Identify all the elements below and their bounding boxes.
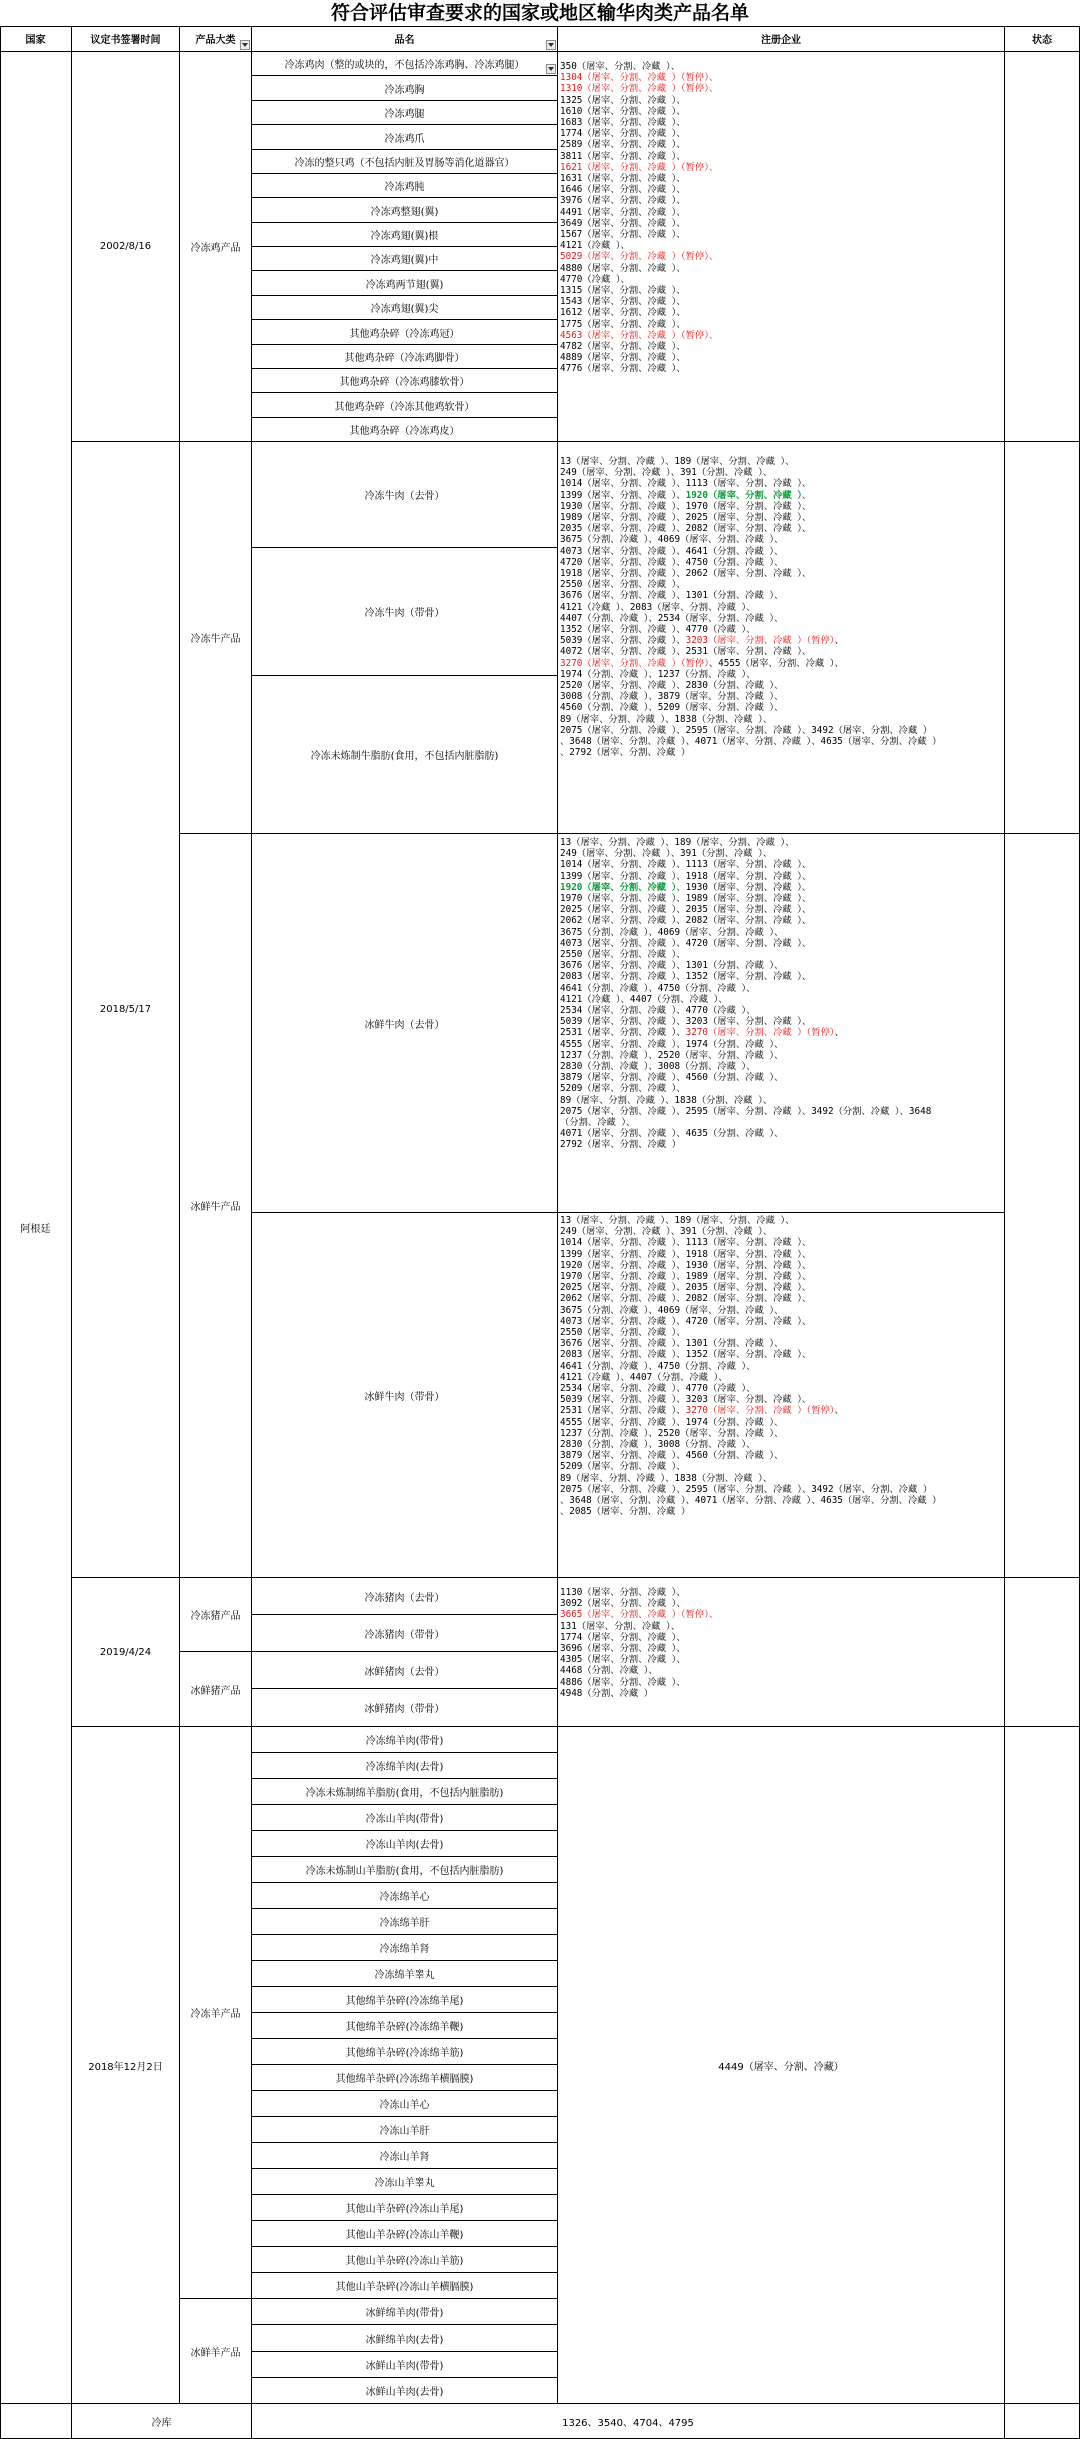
enterprise-entry: 1989（屠宰、分割、冷藏 ）、2025（屠宰、分割、冷藏 ）、 [560, 512, 812, 524]
enterprise-entry: 3092（屠宰、分割、冷藏 ）、 [560, 1598, 686, 1610]
protocol-date-cell: 2019/4/24 [72, 1578, 180, 1727]
product-cell: 冰鲜绵羊肉(去骨) [252, 2325, 558, 2352]
enterprise-entry: 4641（分割、冷藏 ）、4750（分割、冷藏 ）、 [560, 982, 756, 994]
enterprise-entry: 4121（冷藏 ）、4407（分割、冷藏 ）、 [560, 993, 728, 1005]
enterprise-entry: 2531（屠宰、分割、冷藏 ）、 [560, 1405, 686, 1417]
enterprise-entry: 3665（屠宰、分割、冷藏 ）（暂停）、 [560, 1609, 719, 1621]
category-cell: 冷冻羊产品 [180, 1727, 252, 2299]
cold-store-value: 1326、3540、4704、4795 [252, 2404, 1005, 2439]
product-cell: 其他鸡杂碎（冷冻鸡膝软骨） [252, 369, 558, 393]
product-cell: 冷冻的整只鸡（不包括内脏及胃肠等消化道器官） [252, 150, 558, 174]
enterprise-list-chilled-beef-bone [558, 1215, 1005, 1578]
country-cell: 阿根廷 [0, 52, 72, 2404]
enterprise-entry: 2830（分割、冷藏 ）、3008（分割、冷藏 ）、 [560, 1061, 756, 1073]
product-cell: 其他鸡杂碎（冷冻鸡皮） [252, 418, 558, 442]
enterprise-entry: 3879（屠宰、分割、冷藏 ）、4560（分割、冷藏 ）、 [560, 1450, 784, 1462]
enterprise-entry: 3675（分割、冷藏 ）、4069（屠宰、分割、冷藏 ）、 [560, 1304, 784, 1316]
category-cell: 冷冻鸡产品 [180, 52, 252, 442]
enterprise-entry: 3879（屠宰、分割、冷藏 ）、4560（分割、冷藏 ）、 [560, 1072, 784, 1084]
enterprise-entry: 1325（屠宰、分割、冷藏 ）、 [560, 94, 686, 106]
enterprise-entry: 2075（屠宰、分割、冷藏 ）、2595（屠宰、分割、冷藏 ）、3492（屠宰、分割、冷藏 ） [560, 1483, 933, 1495]
enterprise-entry: 4073（屠宰、分割、冷藏 ）、4720（屠宰、分割、冷藏 ）、 [560, 937, 812, 949]
product-cell: 冷冻鸡翅(翼)根 [252, 223, 558, 247]
product-cell: 冷冻绵羊心 [252, 1883, 558, 1909]
product-cell: 其他山羊杂碎(冷冻山羊鞭) [252, 2221, 558, 2247]
enterprise-entry: 4948（分割、冷藏 ） [560, 1687, 654, 1699]
product-cell: 冷冻鸡肉（整的或块的，不包括冷冻鸡胸、冷冻鸡腿） [252, 52, 558, 76]
enterprise-entry: 1930（屠宰、分割、冷藏 ）、1970（屠宰、分割、冷藏 ）、 [560, 500, 812, 512]
enterprise-entry: 2075（屠宰、分割、冷藏 ）、2595（屠宰、分割、冷藏 ）、3492（屠宰、分割、冷藏 ） [560, 724, 933, 736]
category-cell: 冷冻牛产品 [180, 442, 252, 834]
enterprise-entry: 13（屠宰、分割、冷藏 ）、189（屠宰、分割、冷藏 ）、 [560, 456, 795, 467]
enterprise-entry: 1970（屠宰、分割、冷藏 ）、1989（屠宰、分割、冷藏 ）、 [560, 1271, 812, 1283]
enterprise-entry: 1920（屠宰、分割、冷藏 ） [560, 881, 677, 893]
product-cell: 冷冻绵羊睾丸 [252, 1961, 558, 1987]
enterprise-entry: 、 [834, 1405, 844, 1417]
enterprise-entry: 4121（冷藏 ）、 [560, 240, 630, 252]
enterprise-entry: 1920（屠宰、分割、冷藏 ） [685, 489, 802, 501]
product-cell: 冷冻鸡腿 [252, 101, 558, 125]
enterprise-entry: 4468（分割、冷藏 ）、 [560, 1665, 658, 1677]
enterprise-entry: 3696（屠宰、分割、冷藏 ）、 [560, 1643, 686, 1655]
enterprise-entry: 3976（屠宰、分割、冷藏 ）、 [560, 195, 686, 207]
enterprise-entry: 1304（屠宰、分割、冷藏 ）（暂停）、 [560, 72, 719, 84]
row-filter-button[interactable] [546, 64, 556, 74]
product-cell: 冷冻绵羊肝 [252, 1909, 558, 1935]
enterprise-entry: 3270（屠宰、分割、冷藏 ）（暂停） [560, 657, 709, 669]
product-cell: 其他鸡杂碎（冷冻鸡冠） [252, 320, 558, 345]
enterprise-entry: 4880（屠宰、分割、冷藏 ）、 [560, 262, 686, 274]
enterprise-entry: 1920（屠宰、分割、冷藏 ）、1930（屠宰、分割、冷藏 ）、 [560, 1259, 812, 1271]
enterprise-entry: 249（屠宰、分割、冷藏 ）、391（分割、冷藏 ）、 [560, 1226, 773, 1238]
enterprise-entry: 249（屠宰、分割、冷藏 ）、391（分割、冷藏 ）、 [560, 848, 773, 860]
category-cell: 冰鲜羊产品 [180, 2299, 252, 2404]
enterprise-entry: 89（屠宰、分割、冷藏 ）、1838（分割、冷藏 ）、 [560, 1472, 773, 1484]
enterprise-entry: 350（屠宰、分割、冷藏 ）、 [560, 61, 681, 72]
enterprise-entry: 4491（屠宰、分割、冷藏 ）、 [560, 206, 686, 218]
product-cell: 其他鸡杂碎（冷冻其他鸡软骨） [252, 393, 558, 418]
product-cell: 冷冻鸡翅(翼)中 [252, 247, 558, 271]
enterprise-entry: 1774（屠宰、分割、冷藏 ）、 [560, 128, 686, 140]
enterprise-entry: 1014（屠宰、分割、冷藏 ）、1113（屠宰、分割、冷藏 ）、 [560, 1237, 812, 1249]
enterprise-entry: 1646（屠宰、分割、冷藏 ）、 [560, 184, 686, 196]
enterprise-entry: 2035（屠宰、分割、冷藏 ）、2082（屠宰、分割、冷藏 ）、 [560, 523, 812, 535]
enterprise-entry: 、2085（屠宰、分割、冷藏 ） [560, 1506, 691, 1518]
enterprise-entry: 3008（分割、冷藏 ）、3879（屠宰、分割、冷藏 ）、 [560, 691, 784, 703]
enterprise-entry: 、4555（屠宰、分割、冷藏 ）、 [708, 657, 844, 669]
enterprise-entry: 4641（分割、冷藏 ）、4750（分割、冷藏 ）、 [560, 1360, 756, 1372]
enterprise-entry: 2550（屠宰、分割、冷藏 ）、 [560, 1327, 686, 1339]
product-cell: 冰鲜山羊肉(带骨) [252, 2352, 558, 2378]
product-cell: 冷冻鸡两节翅(翼) [252, 271, 558, 296]
enterprise-entry: 2083（屠宰、分割、冷藏 ）、1352（屠宰、分割、冷藏 ）、 [560, 1349, 812, 1361]
product-filter-button[interactable] [546, 40, 556, 50]
enterprise-entry: 4886（屠宰、分割、冷藏 ）、 [560, 1676, 686, 1688]
enterprise-entry: 1352（屠宰、分割、冷藏 ）、4770（冷藏 ）、 [560, 624, 756, 636]
enterprise-entry: 1775（屠宰、分割、冷藏 ）、 [560, 318, 686, 330]
product-cell: 其他山羊杂碎(冷冻山羊尾) [252, 2195, 558, 2221]
enterprise-entry: 13（屠宰、分割、冷藏 ）、189（屠宰、分割、冷藏 ）、 [560, 1215, 795, 1226]
protocol-date-cell: 2018年12月2日 [72, 1727, 180, 2404]
enterprise-entry: 13（屠宰、分割、冷藏 ）、189（屠宰、分割、冷藏 ）、 [560, 837, 795, 848]
enterprise-entry: 2083（屠宰、分割、冷藏 ）、1352（屠宰、分割、冷藏 ）、 [560, 971, 812, 983]
enterprise-entry: 、3648（屠宰、分割、冷藏 ）、4071（屠宰、分割、冷藏 ）、4635（屠宰、分割、冷藏 ） [560, 736, 942, 748]
enterprise-entry: 2062（屠宰、分割、冷藏 ）、2082（屠宰、分割、冷藏 ）、 [560, 915, 812, 927]
enterprise-entry: 5039（屠宰、分割、冷藏 ）、3203（屠宰、分割、冷藏 ）、 [560, 1016, 812, 1028]
enterprise-entry: 3270（屠宰、分割、冷藏 ）（暂停） [685, 1027, 835, 1039]
enterprise-entry: 1399（屠宰、分割、冷藏 ）、1918（屠宰、分割、冷藏 ）、 [560, 1248, 812, 1260]
enterprise-entry: 4121（冷藏 ）、2083（屠宰、分割、冷藏 ）、 [560, 601, 756, 613]
enterprise-entry: 2550（屠宰、分割、冷藏 ）、 [560, 949, 686, 961]
enterprise-entry: 2830（分割、冷藏 ）、3008（分割、冷藏 ）、 [560, 1439, 756, 1451]
enterprise-entry: 1014（屠宰、分割、冷藏 ）、1113（屠宰、分割、冷藏 ）、 [560, 478, 812, 490]
enterprise-entry: 4782（屠宰、分割、冷藏 ）、 [560, 341, 686, 353]
enterprise-entry: 2062（屠宰、分割、冷藏 ）、2082（屠宰、分割、冷藏 ）、 [560, 1293, 812, 1305]
enterprise-list-chicken [558, 61, 1005, 442]
enterprise-entry: 4073（屠宰、分割、冷藏 ）、4641（分割、冷藏 ）、 [560, 545, 784, 557]
enterprise-entry: 5039（屠宰、分割、冷藏 ）、 [560, 635, 686, 647]
enterprise-entry: 、 [801, 489, 812, 501]
product-cell: 其他绵羊杂碎(冷冻绵羊鞭) [252, 2013, 558, 2039]
enterprise-entry: 1310（屠宰、分割、冷藏 ）（暂停）、 [560, 83, 719, 95]
product-cell: 冰鲜猪肉（去骨） [252, 1652, 558, 1689]
enterprise-entry: 4071（屠宰、分割、冷藏 ）、4635（分割、冷藏 ）、 [560, 1128, 784, 1140]
page-title: 符合评估审查要求的国家或地区输华肉类产品名单 [330, 2, 749, 24]
enterprise-entry: 4072（屠宰、分割、冷藏 ）、2531（屠宰、分割、冷藏 ）、 [560, 646, 812, 658]
product-cell: 冷冻鸡整翅(翼) [252, 198, 558, 223]
product-cell: 其他山羊杂碎(冷冻山羊横膈膜) [252, 2273, 558, 2299]
enterprise-entry: 249（屠宰、分割、冷藏 ）、391（分割、冷藏 ）、 [560, 467, 773, 479]
enterprise-entry: 4305（屠宰、分割、冷藏 ）、 [560, 1654, 686, 1666]
enterprise-entry: 89（屠宰、分割、冷藏 ）、1838（分割、冷藏 ）、 [560, 1094, 773, 1106]
product-cell: 其他山羊杂碎(冷冻山羊筋) [252, 2247, 558, 2273]
enterprise-entry: 2534（屠宰、分割、冷藏 ）、4770（冷藏 ）、 [560, 1383, 756, 1395]
enterprise-entry: 2075（屠宰、分割、冷藏 ）、2595（屠宰、分割、冷藏 ）、3492（分割、冷藏 ）、3648 [560, 1105, 932, 1117]
enterprise-entry: 、2792（屠宰、分割、冷藏 ） [560, 747, 691, 759]
product-cell: 冰鲜猪肉（带骨） [252, 1689, 558, 1727]
enterprise-entry: 1918（屠宰、分割、冷藏 ）、2062（屠宰、分割、冷藏 ）、 [560, 568, 812, 580]
enterprise-entry: 3675（分割、冷藏 ）、4069（屠宰、分割、冷藏 ）、 [560, 534, 784, 546]
enterprise-list-chilled-beef-boneless [558, 837, 1005, 1213]
enterprise-entry: 1399（屠宰、分割、冷藏 ）、1918（屠宰、分割、冷藏 ）、 [560, 870, 812, 882]
enterprise-entry: 1621（屠宰、分割、冷藏 ）（暂停）、 [560, 161, 719, 173]
enterprise-cell: 4449（屠宰、分割、冷藏） [558, 1727, 1005, 2404]
enterprise-entry: 、3648（屠宰、分割、冷藏 ）、4071（屠宰、分割、冷藏 ）、4635（屠宰、分割、冷藏 ） [560, 1495, 942, 1507]
enterprise-entry: 4770（冷藏 ）、 [560, 273, 630, 285]
enterprise-entry: 2589（屠宰、分割、冷藏 ）、 [560, 139, 686, 151]
enterprise-entry: 131（屠宰、分割、冷藏 ）、 [560, 1620, 681, 1632]
header-country: 国家 [0, 26, 72, 52]
product-cell: 冷冻山羊肾 [252, 2143, 558, 2169]
enterprise-entry: 3649（屠宰、分割、冷藏 ）、 [560, 217, 686, 229]
enterprise-entry: 3676（屠宰、分割、冷藏 ）、1301（分割、冷藏 ）、 [560, 1338, 784, 1350]
enterprise-entry: 2550（屠宰、分割、冷藏 ）、 [560, 579, 686, 591]
product-cell: 冷冻绵羊肉(去骨) [252, 1753, 558, 1779]
enterprise-entry: 2025（屠宰、分割、冷藏 ）、2035（屠宰、分割、冷藏 ）、 [560, 1282, 812, 1294]
enterprise-entry: 1970（屠宰、分割、冷藏 ）、1989（屠宰、分割、冷藏 ）、 [560, 893, 812, 905]
enterprise-entry: 4563（屠宰、分割、冷藏 ）（暂停）、 [560, 329, 719, 341]
enterprise-entry: 1774（屠宰、分割、冷藏 ）、 [560, 1631, 686, 1643]
category-filter-button[interactable] [240, 40, 250, 50]
enterprise-entry: 1612（屠宰、分割、冷藏 ）、 [560, 307, 686, 319]
product-cell: 冷冻鸡胸 [252, 76, 558, 101]
blank-cell [0, 2404, 72, 2439]
enterprise-entry: 1631（屠宰、分割、冷藏 ）、 [560, 173, 686, 185]
product-cell: 其他绵羊杂碎(冷冻绵羊筋) [252, 2039, 558, 2065]
header-product: 品名 [252, 26, 558, 52]
enterprise-entry: 4555（屠宰、分割、冷藏 ）、1974（分割、冷藏 ）、 [560, 1416, 784, 1428]
header-enterprise: 注册企业 [558, 26, 1005, 52]
enterprise-entry: 4776（屠宰、分割、冷藏 ）、 [560, 363, 686, 375]
status-cell [1005, 2404, 1080, 2439]
product-cell: 冷冻山羊肉(去骨) [252, 1831, 558, 1857]
enterprise-entry: 4407（分割、冷藏 ）、2534（屠宰、分割、冷藏 ）、 [560, 612, 784, 624]
product-cell: 冷冻未炼制牛脂肪(食用，不包括内脏脂肪) [252, 676, 558, 834]
product-cell: 冷冻山羊睾丸 [252, 2169, 558, 2195]
enterprise-entry: 3676（屠宰、分割、冷藏 ）、1301（分割、冷藏 ）、 [560, 590, 784, 602]
enterprise-entry: 1974（分割、冷藏 ）、1237（分割、冷藏 ）、 [560, 668, 756, 680]
enterprise-entry: 2792（屠宰、分割、冷藏 ） [560, 1139, 681, 1151]
product-cell: 其他绵羊杂碎(冷冻绵羊尾) [252, 1987, 558, 2013]
enterprise-entry: 4560（分割、冷藏 ）、5209（屠宰、分割、冷藏 ）、 [560, 702, 784, 714]
enterprise-entry: 5209（屠宰、分割、冷藏 ）、 [560, 1083, 686, 1095]
enterprise-entry: 5209（屠宰、分割、冷藏 ）、 [560, 1461, 686, 1473]
enterprise-entry: 1543（屠宰、分割、冷藏 ）、 [560, 296, 686, 308]
product-cell: 冷冻绵羊肾 [252, 1935, 558, 1961]
enterprise-entry: 2520（屠宰、分割、冷藏 ）、2830（分割、冷藏 ）、 [560, 680, 784, 692]
enterprise-entry: 4555（屠宰、分割、冷藏 ）、1974（分割、冷藏 ）、 [560, 1038, 784, 1050]
enterprise-entry: 3675（分割、冷藏 ）、4069（屠宰、分割、冷藏 ）、 [560, 926, 784, 938]
enterprise-entry: 2531（屠宰、分割、冷藏 ）、 [560, 1027, 686, 1039]
product-cell: 冷冻山羊心 [252, 2091, 558, 2117]
status-cell [1005, 1578, 1080, 1727]
product-cell: 冷冻绵羊肉(带骨) [252, 1727, 558, 1753]
enterprise-entry: 1315（屠宰、分割、冷藏 ）、 [560, 285, 686, 297]
enterprise-entry: 89（屠宰、分割、冷藏 ）、1838（分割、冷藏 ）、 [560, 713, 773, 725]
enterprise-entry: 4121（冷藏 ）、4407（分割、冷藏 ）、 [560, 1371, 728, 1383]
product-cell: 其他绵羊杂碎(冷冻绵羊横膈膜) [252, 2065, 558, 2091]
enterprise-entry: （分割、冷藏 ）、 [560, 1117, 636, 1129]
enterprise-entry: 、 [834, 635, 844, 647]
product-cell: 冷冻鸡翅(翼)尖 [252, 296, 558, 320]
enterprise-entry: 3270（屠宰、分割、冷藏 ）（暂停） [685, 1405, 835, 1417]
enterprise-entry: 3203（屠宰、分割、冷藏 ）（暂停） [685, 635, 835, 647]
product-cell: 冷冻鸡肫 [252, 174, 558, 198]
status-cell [1005, 1727, 1080, 2404]
enterprise-entry: 5039（屠宰、分割、冷藏 ）、3203（屠宰、分割、冷藏 ）、 [560, 1394, 812, 1406]
enterprise-entry: 1237（分割、冷藏 ）、2520（屠宰、分割、冷藏 ）、 [560, 1049, 784, 1061]
product-cell: 冷冻未炼制山羊脂肪(食用，不包括内脏脂肪) [252, 1857, 558, 1883]
enterprise-entry: 、1930（屠宰、分割、冷藏 ）、 [676, 881, 812, 893]
protocol-date-cell: 2002/8/16 [72, 52, 180, 442]
product-cell: 冷冻牛肉（带骨） [252, 548, 558, 676]
enterprise-entry: 1014（屠宰、分割、冷藏 ）、1113（屠宰、分割、冷藏 ）、 [560, 859, 812, 871]
enterprise-entry: 1567（屠宰、分割、冷藏 ）、 [560, 229, 686, 241]
category-cell: 冰鲜猪产品 [180, 1652, 252, 1727]
category-cell: 冷冻猪产品 [180, 1578, 252, 1652]
header-status: 状态 [1005, 26, 1080, 52]
header-category: 产品大类 [180, 26, 252, 52]
enterprise-entry: 4720（屠宰、分割、冷藏 ）、4750（分割、冷藏 ）、 [560, 556, 784, 568]
protocol-date-cell: 2018/5/17 [72, 442, 180, 1578]
enterprise-entry: 2025（屠宰、分割、冷藏 ）、2035（屠宰、分割、冷藏 ）、 [560, 904, 812, 916]
product-cell: 其他鸡杂碎（冷冻鸡脚骨） [252, 345, 558, 369]
product-cell: 冰鲜牛肉（去骨） [252, 834, 558, 1213]
enterprise-entry: 1237（分割、冷藏 ）、2520（屠宰、分割、冷藏 ）、 [560, 1427, 784, 1439]
enterprise-entry: 1399（屠宰、分割、冷藏 ）、 [560, 489, 686, 501]
product-cell: 冷冻未炼制绵羊脂肪(食用，不包括内脏脂肪) [252, 1779, 558, 1805]
product-cell: 冷冻牛肉（去骨） [252, 442, 558, 548]
enterprise-entry: 2534（屠宰、分割、冷藏 ）、4770（冷藏 ）、 [560, 1005, 756, 1017]
enterprise-entry: 1683（屠宰、分割、冷藏 ）、 [560, 117, 686, 129]
product-cell: 冷冻山羊肝 [252, 2117, 558, 2143]
enterprise-entry: 4073（屠宰、分割、冷藏 ）、4720（屠宰、分割、冷藏 ）、 [560, 1315, 812, 1327]
status-cell [1005, 442, 1080, 834]
status-cell [1005, 52, 1080, 442]
cold-store-label: 冷库 [72, 2404, 252, 2439]
product-cell: 冷冻山羊肉(带骨) [252, 1805, 558, 1831]
enterprise-list-frozen-beef [558, 456, 1005, 834]
enterprise-entry: 3676（屠宰、分割、冷藏 ）、1301（分割、冷藏 ）、 [560, 960, 784, 972]
enterprise-entry: 3811（屠宰、分割、冷藏 ）、 [560, 150, 686, 162]
enterprise-list-pork [558, 1587, 1005, 1727]
enterprise-entry: 5029（屠宰、分割、冷藏 ）（暂停）、 [560, 251, 719, 263]
enterprise-entry: 4889（屠宰、分割、冷藏 ）、 [560, 352, 686, 364]
product-cell: 冰鲜牛肉（带骨） [252, 1213, 558, 1578]
enterprise-entry: 1610（屠宰、分割、冷藏 ）、 [560, 105, 686, 117]
enterprise-entry: 、 [834, 1027, 844, 1039]
header-date: 议定书签署时间 [72, 26, 180, 52]
enterprise-entry: 1130（屠宰、分割、冷藏 ）、 [560, 1587, 686, 1598]
product-cell: 冰鲜绵羊肉(带骨) [252, 2299, 558, 2325]
product-cell: 冷冻鸡爪 [252, 125, 558, 150]
product-cell: 冷冻猪肉（去骨） [252, 1578, 558, 1615]
product-cell: 冷冻猪肉（带骨） [252, 1615, 558, 1652]
status-cell [1005, 834, 1080, 1578]
category-cell: 冰鲜牛产品 [180, 834, 252, 1578]
product-cell: 冰鲜山羊肉(去骨) [252, 2378, 558, 2404]
